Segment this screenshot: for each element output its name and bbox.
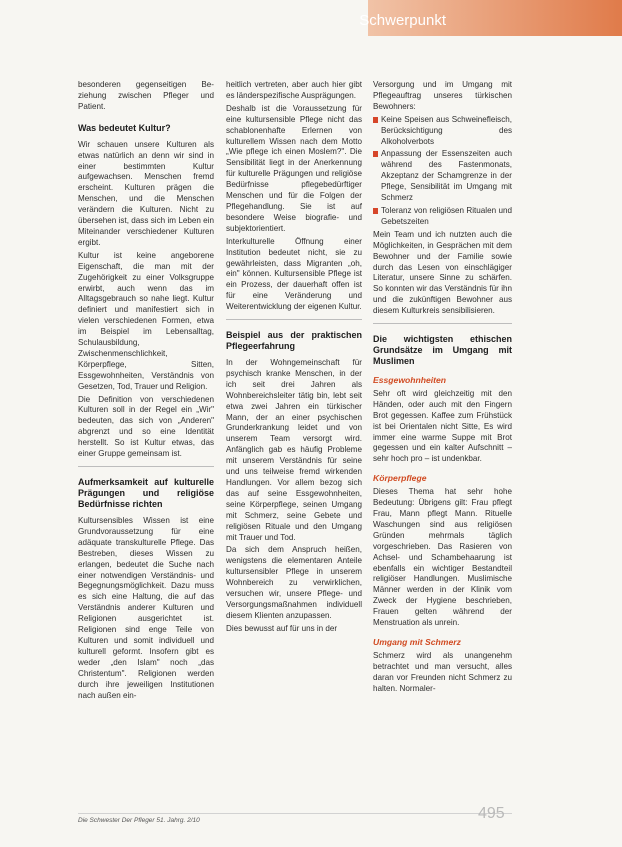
heading: Was bedeutet Kultur? (78, 122, 171, 133)
bullet-item: Keine Speisen aus Schweinefleisch, Berücksichtigung des Alkoholverbots (373, 115, 512, 148)
paragraph: Die Definition von verschiedenen Kulturen soll in der Regel ein „Wir" bedeuten, das sich von „Anderen" abgrenzt und so eine Identität herstellt. So ist Kultur etwas, das einer Gruppe gemeinsam ist. (78, 394, 214, 459)
footer-rule (78, 813, 512, 814)
heading: Die wichtigsten ethischen Grundsätze im Umgang mit Muslimen (373, 334, 512, 367)
divider (78, 466, 214, 467)
paragraph: Wir schauen unsere Kulturen als etwas natürlich an denn wir sind in einer bestimmten Kultur aufgewachsen. Menschen fremd erscheint. Kulturen prägen die Menschen, und die Menschen verändern die Kulturen. Nicht zu übersehen ist, dass sich im Leben ein Miteinander verschiedener Kulturen ergibt. (78, 139, 214, 247)
column-3 (373, 80, 512, 697)
column-1 (78, 80, 214, 703)
section-title: Schwerpunkt (359, 12, 446, 29)
paragraph: In der Wohngemeinschaft für psychisch kranke Menschen, in der ich seit drei Jahren als Wohnbereichsleiter tätig bin, lebt seit etwa zwei Jahren ein türkischer Mann, der an einer psychischen Grunderkrankung leidet und von unserem Team versorgt wird. Anfänglich gab es häufig Probleme mit unserem Verständnis für seine und uns teilweise fremd wirkenden Handlungen. Vor allem bezog sich das auf seine Essgewohnheiten, seine Körperpflege, seinen Umgang mit Schmerz, seine Gebete und religiösen Rituale und den Umgang mit Trauer und Tod. (226, 358, 362, 542)
divider (226, 319, 362, 320)
paragraph: Dieses Thema hat sehr hohe Bedeutung: Übrigens gilt: Frau pflegt Frau, Mann pflegt Mann. Rituelle Waschungen sind aus religiösen Gründen mehrmals täglich vorgeschrieben. Das Rasieren von Achsel- und Schambehaarung ist ebenfalls ein wichtiger Bestandteil religiöser Handlungen. Muslimische Männer werden in der Klinik vom Zweck der Hygiene beschrieben, Frauen gelten während der Menstruation als unrein. (373, 487, 512, 628)
divider (373, 323, 512, 324)
subheading: Umgang mit Schmerz (373, 636, 461, 647)
subheading: Körperpflege (373, 473, 427, 484)
paragraph: Schmerz wird als unangenehm betrachtet und man versucht, alles daran vor Freunden nicht Schmerz zu halten. Normaler- (373, 650, 512, 693)
paragraph: besonderen gegenseitigen Be-ziehung zwischen Pfleger und Patient. (78, 80, 214, 111)
paragraph: Versorgung und im Umgang mit Pflegeauftrag unseres türkischen Bewohners: (373, 80, 512, 111)
paragraph: Interkulturelle Öffnung einer Institution bedeutet nicht, sie zu gewährleisten, dass Migranten „oh, ein" können. Kultursensible Pflege ist ein Prozess, der dauerhaft offen ist für eine Veränderung und Weiterentwicklung der eigenen Kultur. (226, 236, 362, 312)
paragraph: Kultursensibles Wissen ist eine Grundvoraussetzung für eine adäquate transkulturelle Pflege. Das Bestreben, dieses Wissen zu erlangen, bedeutet die Suche nach einer notwendigen Verständnis- und Begegnungsmöglichkeit. Dazu muss es sich eine Haltung, die auf das Verständnis anderer Kulturen und Religionen ausgerichtet ist. Religionen sind enge Teile von Kulturen und somit individuell und kulturell geformt. Insofern gibt es weder „den Islam" noch „das Christentum". Religionen werden durch ihre jeweiligen Institutionen nach außen ein- (78, 516, 214, 700)
paragraph: heitlich vertreten, aber auch hier gibt es länderspezifische Ausprägungen. (226, 80, 362, 100)
page-number: 495 (478, 805, 505, 822)
paragraph: Dies bewusst auf für uns in der (226, 623, 338, 633)
heading: Beispiel aus der praktischen Pflegeerfahrung (226, 330, 362, 352)
bullet-item: Anpassung der Essenszeiten auch während des Fastenmonats, Akzeptanz der Schamgrenze in der Pflege, Sensibilität im Umgang mit Schmerz (373, 149, 512, 204)
paragraph: Deshalb ist die Voraussetzung für eine kultursensible Pflege nicht das schablonenhafte Erlernen von kulturellem Wissen nach dem Motto „Wie pflege ich einen Moslem?". Die Sensibilität liegt in der Anerkennung für kulturelle Prägungen und religiöse Bedürfnisse pflegebedürftiger Menschen und für die Folgen der Pflegehandlung. Sie ist auf besondere Weise biografie- und subjektorientiert. (226, 103, 362, 233)
bullet-item: Toleranz von religiösen Ritualen und Gebetszeiten (373, 206, 512, 228)
heading: Aufmerksamkeit auf kulturelle Prägungen und religiöse Bedürfnisse richten (78, 477, 214, 509)
paragraph: Da sich dem Anspruch heißen, wenigstens die elementaren Anteile kultursensibler Pflege in unserem Wohnbereich zu verwirklichen, versuchen wir, unsere Pflege- und Versorgungsmaßnahmen individuell diesem Klienten anzupassen. (226, 545, 362, 620)
paragraph: Sehr oft wird gleichzeitig mit den Händen, oder auch mit den Fingern Brot gegessen. Kaffee zum Frühstück ist bei Orientalen nicht Sitte, Es wird immer eine warme Suppe mit Brot gegessen und ein kalter Aufschnitt – sehr hoch pro – ist undenkbar. (373, 388, 512, 464)
column-2 (226, 80, 362, 637)
journal-footer: Die Schwester Der Pfleger 51. Jahrg. 2/10 (78, 817, 200, 824)
paragraph: Kultur ist keine angeborene Eigenschaft, die man mit der Zugehörigkeit zu einer Volksgruppe erwirbt, auch wenn das im Alltagsgebrauch so nahe liegt. Kultur definiert und manifestiert sich in vielen verschiedenen Formen, etwa im Beispiel im Lebensalltag, Schulausbildung, Zwischenmenschlichkeit, Körperpflege, Sitten, Essgewohnheiten, Verständnis von Gesetzen, Tod, Trauer und Religion. (78, 250, 214, 391)
paragraph: Mein Team und ich nutzten auch die Möglichkeiten, in Gesprächen mit dem Bewohner und der Familie sowie durch das Lesen von einschlägiger Literatur, unsere Sinne zu schärfen. So konnten wir das Verständnis für ihn und die zukünftigen Bewohner aus diesem Kulturkreis sensibilisieren. (373, 229, 512, 316)
section-header-bar (359, 0, 622, 36)
subheading: Essgewohnheiten (373, 375, 447, 386)
